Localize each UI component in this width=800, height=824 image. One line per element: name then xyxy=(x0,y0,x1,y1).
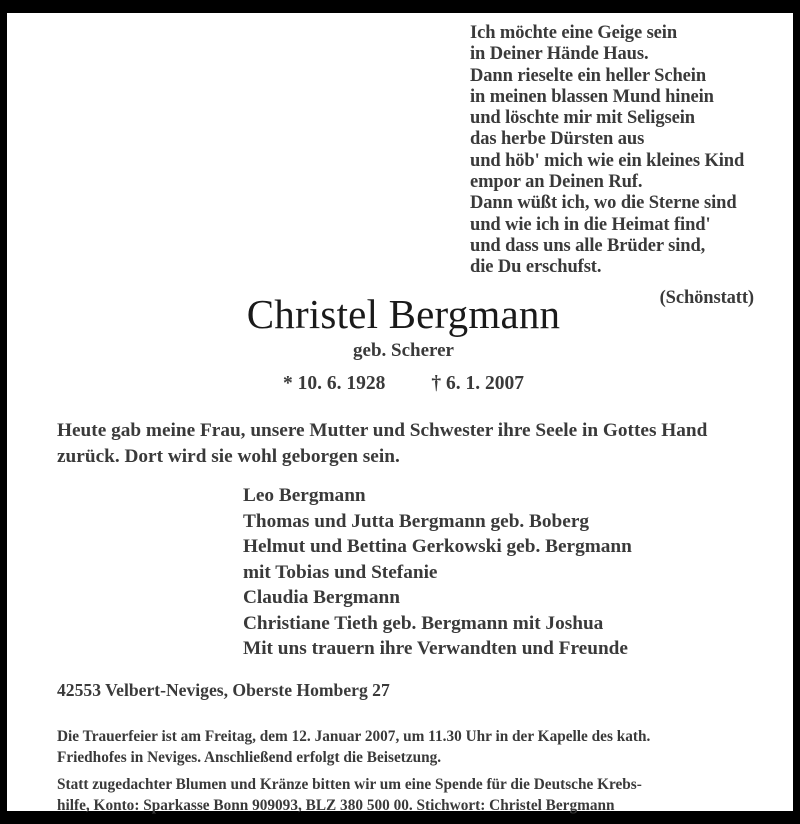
poem-line: das herbe Dürsten aus xyxy=(470,129,645,150)
deceased-name: Christel Bergmann xyxy=(246,291,561,337)
deceased-name-block xyxy=(7,291,800,395)
mourner-line: Mit uns trauern ihre Verwandten und Freunde xyxy=(243,638,628,659)
mourner-line: Christiane Tieth geb. Bergmann mit Joshua xyxy=(243,612,604,634)
poem-attribution: (Schönstatt) xyxy=(659,287,754,308)
notice-inner xyxy=(7,13,793,814)
birth-date: 10. 6. 1928 xyxy=(297,373,386,394)
poem-line: in meinen blassen Mund hinein xyxy=(470,86,714,107)
message-line: Heute gab meine Frau, unsere Mutter und Schwester ihre Seele in Gottes Hand xyxy=(57,420,708,441)
poem-line: Dann wüßt ich, wo die Sterne sind xyxy=(470,193,737,214)
death-date: 6. 1. 2007 xyxy=(446,373,524,394)
life-dates xyxy=(7,372,800,395)
donation-line: hilfe, Konto: Sparkasse Bonn 909093, BLZ 380 500 00. Stichwort: Christel Bergmann xyxy=(57,796,615,814)
maiden-name: geb. Scherer xyxy=(353,340,454,361)
funeral-service-details xyxy=(57,727,762,768)
family-address: 42553 Velbert-Neviges, Oberste Homberg 27 xyxy=(57,680,390,700)
donation-line: Statt zugedachter Blumen und Kränze bitten wir um eine Spende für die Deutsche Krebs- xyxy=(57,776,642,793)
message-line: zurück. Dort wird sie wohl geborgen sein. xyxy=(57,445,400,467)
poem-line: in Deiner Hände Haus. xyxy=(470,44,649,65)
poem-line: empor an Deinen Ruf. xyxy=(470,172,643,193)
death-date-group xyxy=(431,373,524,394)
mourner-line: Claudia Bergmann xyxy=(243,587,400,608)
mourner-line: Thomas und Jutta Bergmann geb. Boberg xyxy=(243,510,590,532)
poem-line: und wie ich in die Heimat find' xyxy=(470,214,711,235)
mourning-message xyxy=(57,418,757,469)
mourner-line: Leo Bergmann xyxy=(243,485,366,506)
birth-star-icon: * xyxy=(283,373,293,394)
poem-line: und dass uns alle Brüder sind, xyxy=(470,235,706,256)
poem-line: und höb' mich wie ein kleines Kind xyxy=(470,150,745,171)
death-cross-icon: † xyxy=(431,373,442,394)
poem-line: die Du erschufst. xyxy=(470,257,602,278)
poem-line: Dann rieselte ein heller Schein xyxy=(470,65,707,86)
poem-line: und löschte mir mit Seligsein xyxy=(470,108,695,129)
service-line: Die Trauerfeier ist am Freitag, dem 12. Januar 2007, um 11.30 Uhr in der Kapelle des kath. xyxy=(57,728,651,745)
donation-request xyxy=(57,775,762,816)
birth-date-group xyxy=(283,373,385,394)
poem-line: Ich möchte eine Geige sein xyxy=(470,23,678,43)
service-line: Friedhofes in Neviges. Anschließend erfolgt die Beisetzung. xyxy=(57,748,442,766)
mourners-list xyxy=(243,483,763,662)
mourner-line: mit Tobias und Stefanie xyxy=(243,561,438,583)
memorial-poem xyxy=(470,23,790,309)
mourner-line: Helmut und Bettina Gerkowski geb. Bergmann xyxy=(243,536,632,557)
